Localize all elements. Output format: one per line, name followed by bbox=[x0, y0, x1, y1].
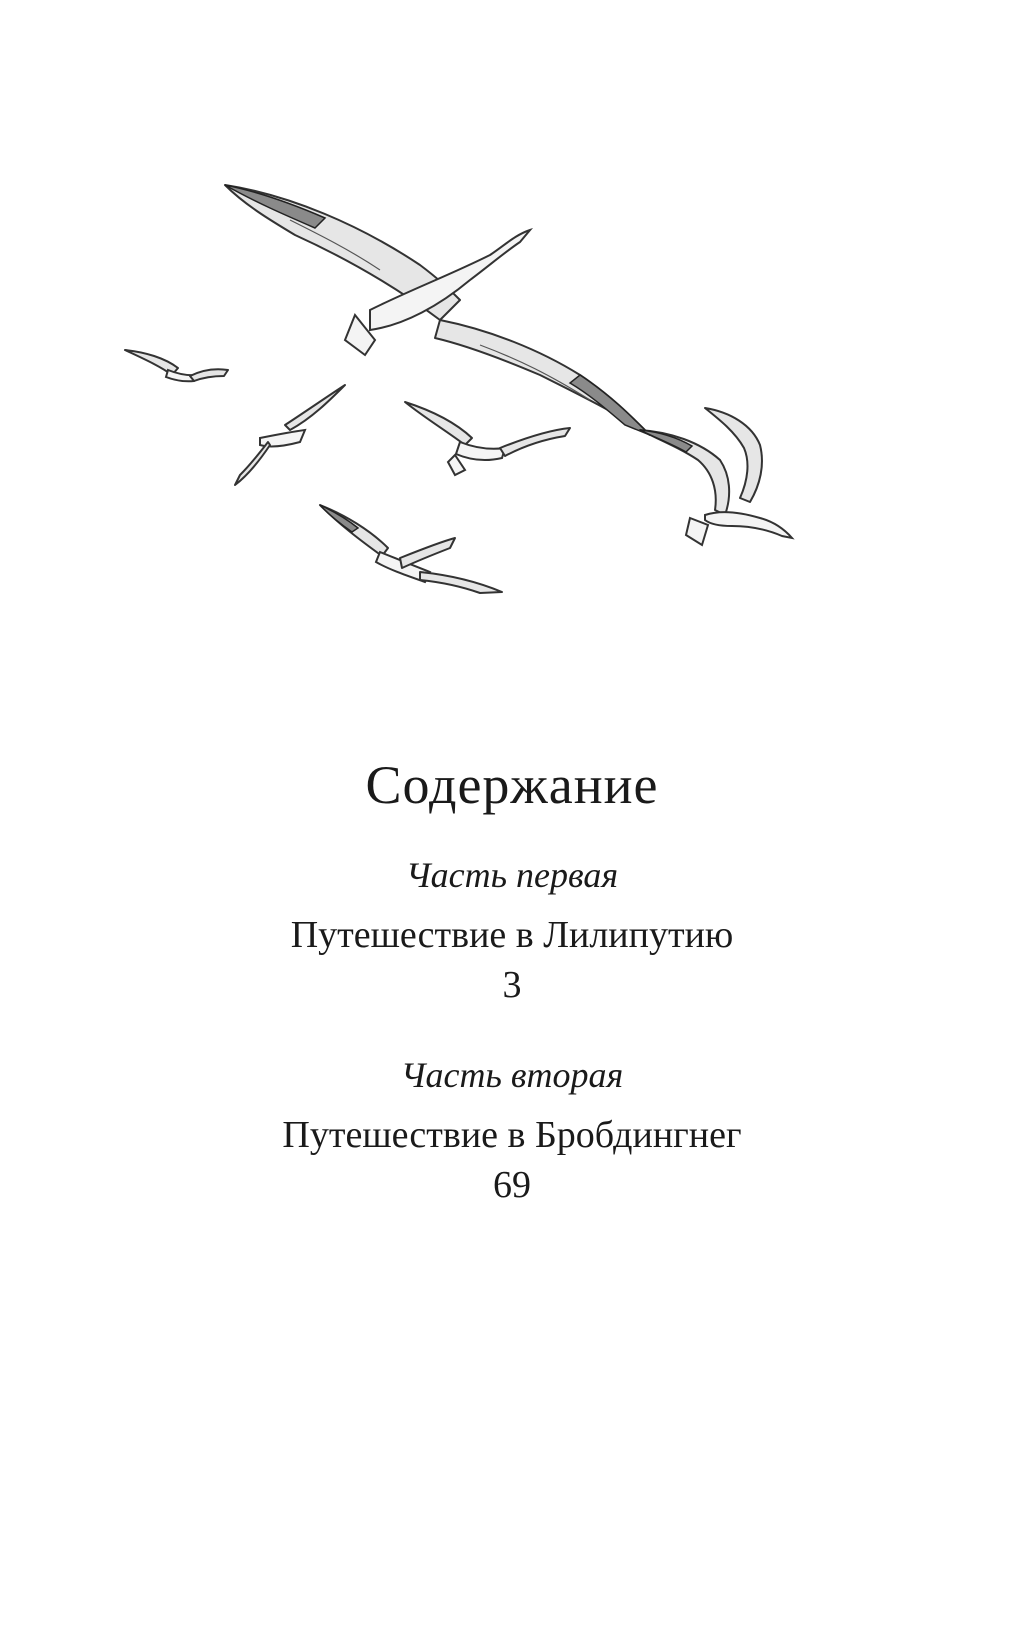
seagull-small-left bbox=[125, 350, 228, 381]
seagull-mid-left bbox=[235, 385, 345, 485]
toc-part-2 bbox=[0, 1053, 1024, 1209]
part-label: Часть вторая bbox=[400, 1055, 624, 1095]
part-label: Часть первая bbox=[405, 855, 619, 895]
part-page-number: 69 bbox=[493, 1164, 531, 1206]
toc-part-1 bbox=[0, 853, 1024, 1009]
part-title: Путешествие в Лилипутию bbox=[290, 914, 734, 956]
table-of-contents bbox=[0, 755, 1024, 1209]
seagull-right bbox=[640, 408, 792, 545]
part-title: Путешествие в Бробдингнег bbox=[282, 1114, 742, 1156]
seagull-large bbox=[225, 185, 650, 435]
seagulls-illustration bbox=[120, 180, 850, 650]
seagull-bottom bbox=[320, 505, 502, 593]
seagull-center bbox=[405, 402, 570, 475]
toc-title: Содержание bbox=[365, 755, 659, 815]
part-page-number: 3 bbox=[502, 964, 522, 1006]
